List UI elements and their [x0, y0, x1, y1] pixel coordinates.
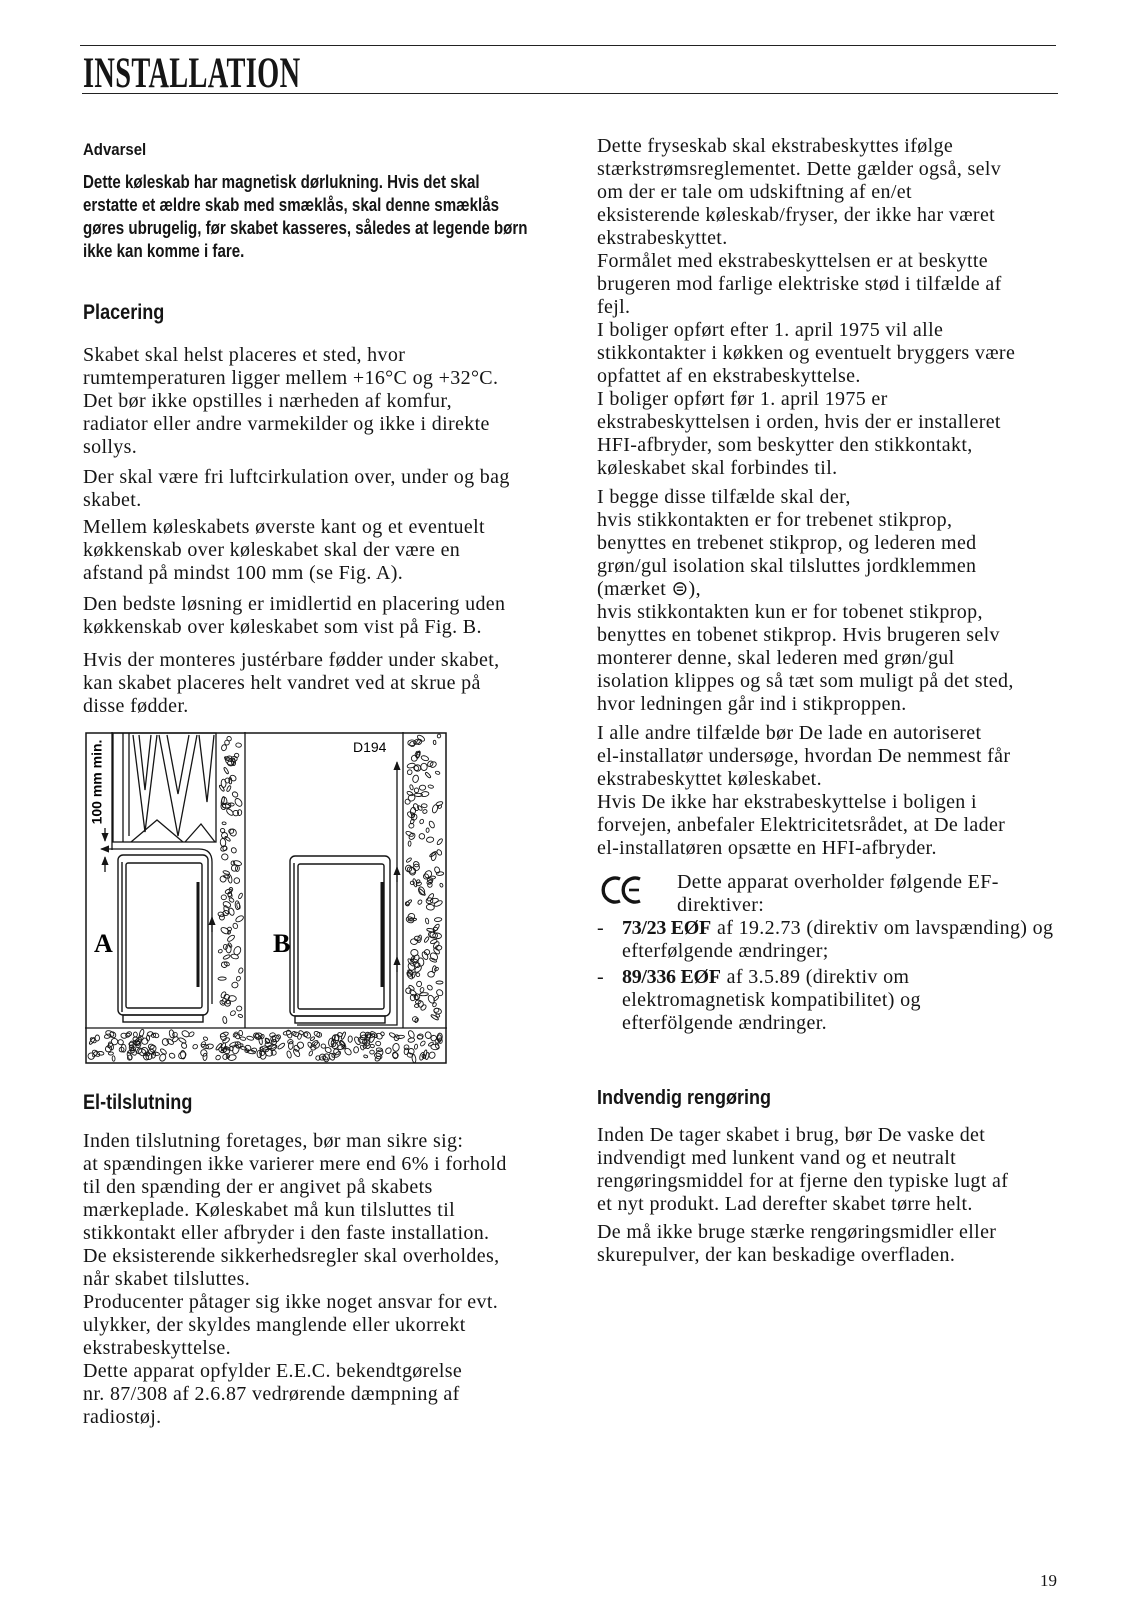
gravel-stone	[283, 1030, 291, 1035]
text-line: el-installatør undersøge, hvordan De nemmest får	[597, 745, 1011, 767]
gravel-stone	[221, 853, 228, 860]
directive-list	[597, 917, 1053, 1035]
text-line: benyttes en tobenet stikprop. Hvis brugeren selv	[597, 624, 1000, 646]
gravel-stone	[426, 828, 429, 833]
gravel-stone	[235, 901, 240, 910]
gravel-stone	[411, 1054, 416, 1063]
text-line: (mærket ⊜),	[597, 578, 701, 600]
gravel-stone	[277, 1042, 286, 1050]
protection-paragraph	[597, 486, 1014, 716]
gravel-stone	[422, 809, 427, 814]
gravel-stone	[413, 765, 420, 772]
gravel-stone	[434, 917, 442, 922]
electrical-heading: El-tilslutning	[83, 1091, 193, 1114]
text-line: rumtemperaturen ligger mellem +16°C og +32°C.	[83, 367, 499, 389]
gravel-stone	[428, 785, 434, 789]
gravel-stone	[405, 830, 414, 837]
gravel-stone	[437, 734, 441, 739]
gravel-stone	[288, 1041, 293, 1049]
gravel-stone	[234, 1033, 241, 1040]
gravel-stone	[433, 740, 436, 744]
gravel-stone	[428, 1051, 436, 1059]
gravel-stone	[408, 1038, 415, 1043]
gravel-stone	[426, 837, 434, 843]
text-line: Hvis De ikke har ekstrabeskyttelse i boligen i	[597, 791, 977, 813]
fridge-b	[290, 856, 390, 1023]
text-line: til den spænding der er angivet på skabets	[83, 1176, 433, 1198]
text-line: disse fødder.	[83, 695, 189, 717]
gravel-stone	[234, 753, 239, 758]
gravel-stone	[396, 1035, 404, 1039]
gravel-stone	[412, 775, 419, 784]
text-line: elektromagnetisk kompatibilitet) og	[622, 989, 921, 1011]
gravel-stone	[222, 1016, 227, 1024]
gravel-stone	[238, 1030, 243, 1036]
gravel-stone	[308, 1050, 313, 1056]
fridge-a	[118, 855, 208, 1022]
gravel-stone	[412, 954, 420, 963]
text-line: direktiver:	[677, 894, 765, 916]
cleaning-heading: Indvendig rengøring	[597, 1087, 772, 1109]
gravel-stone	[420, 987, 425, 993]
gravel-stone	[370, 1050, 375, 1054]
text-line: radiostøj.	[83, 1406, 162, 1428]
placement-paragraph	[83, 649, 499, 718]
text-line: I boliger opført efter 1. april 1975 vil alle	[597, 319, 944, 341]
text-line: mærkeplade. Køleskabet må kun tilsluttes til	[83, 1199, 456, 1221]
placement-paragraph	[83, 344, 498, 459]
gravel-stone	[192, 1044, 198, 1050]
header-rule-top	[80, 45, 1056, 46]
protection-paragraph	[597, 722, 1010, 860]
text-line: afstand på mindst 100 mm (se Fig. A).	[83, 562, 404, 584]
gravel-stone	[410, 754, 418, 762]
header-rule-bottom	[82, 93, 1058, 94]
gravel-stone	[407, 769, 413, 775]
warning-text	[83, 171, 528, 263]
text-line: sollys.	[83, 436, 138, 458]
gravel-stone	[410, 939, 417, 945]
cleaning-paragraph	[597, 1124, 1008, 1216]
text-line: ekstrabeskyttet køleskabet.	[597, 768, 822, 790]
gravel-stone	[426, 904, 435, 911]
page-number: 19	[1040, 1571, 1057, 1590]
gravel-stone	[384, 1047, 392, 1055]
text-line: stærkstrømsreglementet. Dette gælder også, selv	[597, 158, 1002, 180]
warning-heading: Advarsel	[83, 140, 147, 159]
text-line: De må ikke bruge stærke rengøringsmidler eller	[597, 1221, 997, 1243]
gravel-stone	[237, 810, 242, 816]
text-line: indvendigt med lunkent vand og et neutralt	[597, 1147, 957, 1169]
gravel-stone	[307, 1041, 313, 1048]
gravel-stone	[417, 899, 423, 905]
directive-text: af 3.5.89 (direktiv om	[726, 966, 910, 988]
gravel-stone	[89, 1037, 97, 1044]
gravel-stone	[203, 1053, 208, 1061]
gravel-stone	[409, 989, 418, 998]
text-line: køkkenskab over køleskabet som vist på Fig. B.	[83, 616, 482, 638]
gravel-stone	[436, 981, 443, 984]
text-line: ekstrabeskyttet.	[597, 227, 728, 249]
directive-code: 89/336 EØF	[622, 966, 721, 988]
gravel-stone	[238, 893, 243, 900]
directive-code: 73/23 EØF	[622, 917, 711, 939]
text-line: eksisterende køleskab/fryser, der ikke har været	[597, 204, 996, 226]
text-line: stikkontakt eller afbryder i den faste installation.	[83, 1222, 490, 1244]
gravel-stone	[431, 804, 438, 813]
text-line: I alle andre tilfælde bør De lade en autoriseret	[597, 722, 982, 744]
gravel-stone	[168, 1052, 175, 1059]
gravel-stone	[169, 1029, 175, 1038]
gravel-stone	[414, 1044, 418, 1049]
gravel-stone	[223, 954, 231, 960]
text-line: hvor ledningen går ind i stikproppen.	[597, 693, 907, 715]
text-line: køleskabet skal forbindes til.	[597, 457, 838, 479]
text-line: nr. 87/308 af 2.6.87 vedrørende dæmpning af	[83, 1383, 460, 1405]
directive-item	[597, 917, 1053, 963]
ce-statement	[677, 871, 999, 917]
gravel-stone	[424, 936, 430, 943]
gravel-stone	[246, 1036, 254, 1041]
gravel-stone	[232, 923, 238, 930]
gravel-stone	[293, 1044, 300, 1052]
text-line: Det bør ikke opstilles i nærheden af komfur,	[83, 390, 452, 412]
warning-line: gøres ubrugelig, før skabet kasseres, således at legende børn	[83, 218, 528, 238]
gravel-stone	[416, 734, 425, 742]
text-line: kan skabet placeres helt vandret ved at skrue på	[83, 672, 481, 694]
gravel-stone	[222, 822, 226, 825]
text-line: grøn/gul isolation skal tilsluttes jordklemmen	[597, 555, 977, 577]
gravel-stone	[220, 828, 225, 833]
electrical-paragraph	[83, 1130, 507, 1429]
gravel-stone	[215, 1054, 221, 1060]
gravel-stone	[231, 791, 239, 798]
gravel-stone	[234, 877, 240, 883]
gravel-stone	[436, 849, 443, 856]
gravel-stone	[236, 976, 242, 982]
text-line: Producenter påtager sig ikke noget ansvar for evt.	[83, 1291, 499, 1313]
gravel-stone	[392, 1043, 400, 1052]
gravel-stone	[419, 819, 424, 825]
text-line: I begge disse tilfælde skal der,	[597, 486, 851, 508]
text-line: radiator eller andre varmekilder og ikke i direkte	[83, 413, 490, 435]
gravel-stone	[405, 799, 411, 805]
gravel-stone	[236, 743, 242, 748]
gravel-stone	[236, 1005, 243, 1011]
gravel-stone	[221, 832, 228, 839]
gravel-stone	[151, 1052, 157, 1059]
gravel-stone	[428, 1042, 434, 1047]
text-line: De eksisterende sikkerhedsregler skal overholdes,	[83, 1245, 500, 1267]
text-line: Formålet med ekstrabeskyttelsen er at beskytte	[597, 250, 988, 272]
gravel-stone	[323, 1054, 329, 1062]
text-line: at spændingen ikke varierer mere end 6% i forhold	[83, 1153, 507, 1175]
gravel-stone	[223, 870, 230, 875]
gravel-stone	[417, 886, 426, 896]
gravel-stone	[231, 981, 238, 988]
gravel-stone	[406, 791, 413, 797]
gravel-stone	[230, 847, 237, 854]
text-line: Der skal være fri luftcirkulation over, under og bag	[83, 466, 510, 488]
gravel-stone	[426, 984, 433, 991]
warning-line: Dette køleskab har magnetisk dørlukning. Hvis det skal	[83, 172, 480, 192]
gravel-stone	[224, 740, 229, 745]
figure-ref-code: D194	[353, 739, 387, 755]
gravel-stone	[409, 784, 413, 790]
bullet-dash: -	[597, 966, 605, 988]
gravel-stone	[439, 883, 443, 888]
gravel-stone	[414, 1017, 419, 1023]
directive-first-line	[597, 917, 1053, 940]
gravel-stone	[436, 838, 443, 846]
gravel-stone	[370, 1044, 375, 1048]
gravel-stone	[238, 967, 244, 973]
clearance-label: 100 mm min.	[88, 739, 105, 825]
gravel-stone	[405, 988, 411, 994]
gravel-stone	[428, 971, 435, 977]
directive-item	[597, 966, 1053, 1035]
text-line: et nyt produkt. Lad derefter skabet tørre helt.	[597, 1193, 973, 1215]
text-line: efterfölgende ændringer.	[622, 1012, 827, 1034]
gravel-stone	[257, 1050, 262, 1057]
text-line: Dette apparat overholder følgende EF-	[677, 871, 999, 893]
gravel-stone	[425, 918, 429, 924]
gravel-stone	[133, 1032, 137, 1037]
placement-paragraph	[83, 593, 505, 639]
text-line: efterfølgende ændringer;	[622, 940, 829, 962]
gravel-stone	[406, 857, 412, 863]
text-line: brugeren mod farlige elektriske stød i tilfælde af	[597, 273, 1002, 295]
text-line: hvis stikkontakten kun er for tobenet stikprop,	[597, 601, 983, 623]
text-line: I boliger opført før 1. april 1975 er	[597, 388, 888, 410]
ce-mark-c	[603, 878, 620, 902]
gravel-stone	[418, 833, 425, 840]
text-line: skurepulver, der kan beskadige overfladen.	[597, 1244, 956, 1266]
gravel-stone	[271, 1050, 276, 1055]
text-line: ekstrabeskyttelse.	[83, 1337, 231, 1359]
gravel-stone	[425, 772, 432, 779]
text-line: Inden De tager skabet i brug, bør De vaske det	[597, 1124, 986, 1146]
gravel-stone	[410, 881, 414, 885]
gravel-stone	[421, 951, 429, 960]
warning-line: erstatte et ældre skab med smæklås, skal denne smæklås	[83, 195, 500, 215]
gravel-stone	[203, 1036, 208, 1041]
gravel-stone	[221, 895, 226, 900]
text-line: om der er tale om udskiftning af en/et	[597, 181, 912, 203]
gravel-stone	[238, 1014, 243, 1018]
gravel-stone	[297, 1033, 302, 1039]
directive-text: af 19.2.73 (direktiv om lavspænding) og	[716, 917, 1054, 939]
gravel-stone	[420, 763, 427, 771]
placement-paragraph	[83, 516, 485, 585]
text-line: Dette apparat opfylder E.E.C. bekendtgørelse	[83, 1360, 463, 1382]
text-line: opfattet af en ekstrabeskyttelse.	[597, 365, 861, 387]
gravel-stone	[228, 907, 235, 916]
gravel-stone	[315, 1055, 321, 1061]
kitchen-cabinet	[112, 732, 216, 850]
cleaning-paragraph	[597, 1221, 996, 1267]
gravel-stone	[414, 788, 419, 793]
text-line: Skabet skal helst placeres et sted, hvor	[83, 344, 406, 366]
gravel-stone	[178, 1037, 187, 1044]
gravel-stone	[419, 785, 426, 790]
warning-line: ikke kan komme i fare.	[83, 241, 245, 261]
gravel-stone	[433, 947, 441, 955]
text-line: benyttes en trebenet stikprop, og lederen med	[597, 532, 977, 554]
gravel-stone	[240, 1036, 246, 1040]
gravel-stone	[226, 934, 235, 942]
gravel-stone	[172, 1036, 180, 1043]
figure-label-b: B	[273, 929, 291, 958]
figure-frame	[86, 733, 446, 1063]
gravel-stone	[107, 1042, 114, 1048]
gravel-stone	[421, 755, 430, 762]
text-line: Hvis der monteres justérbare fødder under skabet,	[83, 649, 500, 671]
gravel-stone	[235, 915, 245, 923]
gravel-stone	[348, 1036, 352, 1043]
gravel-stone	[218, 949, 223, 954]
text-line: Mellem køleskabets øverste kant og et eventuelt	[83, 516, 485, 538]
text-line: isolation klippes og så tæt som muligt på det sted,	[597, 670, 1014, 692]
gravel-stone	[219, 875, 226, 882]
gravel-stone	[375, 1041, 381, 1046]
directive-continuation	[622, 989, 1053, 1035]
directive-continuation	[622, 940, 1053, 963]
gravel-stone	[433, 900, 443, 908]
text-line: stikkontakter i køkken og eventuelt bryggers være	[597, 342, 1016, 364]
gravel-stone	[428, 820, 435, 828]
text-line: rengøringsmiddel for at fjerne den typiske lugt af	[597, 1170, 1009, 1192]
gravel-stone	[234, 797, 244, 807]
text-line: monterer denne, skal lederen med grøn/gul	[597, 647, 955, 669]
placement-paragraph	[83, 466, 510, 512]
gravel-stone	[147, 1031, 154, 1037]
gravel-stone	[229, 1010, 236, 1017]
gravel-stone	[148, 1044, 154, 1049]
text-line: ekstrabeskyttelsen i orden, hvis der er installeret	[597, 411, 1001, 433]
gravel-stone	[420, 992, 429, 995]
gravel-stone	[353, 1047, 358, 1054]
gravel-stone	[232, 1031, 238, 1038]
directive-first-line	[597, 966, 1053, 989]
gravel-stone	[405, 901, 411, 907]
text-line: hvis stikkontakten er for trebenet stikprop,	[597, 509, 953, 531]
page-title: INSTALLATION	[83, 50, 301, 97]
gravel-stone	[435, 771, 440, 775]
text-line: Dette fryseskab skal ekstrabeskyttes ifølge	[597, 135, 954, 157]
gravel-stone	[188, 1031, 195, 1037]
gravel-stone	[433, 995, 439, 1001]
text-line: ulykker, der skyldes manglende eller ukorrekt	[83, 1314, 466, 1336]
gravel-stone	[226, 785, 231, 792]
gravel-stone	[433, 927, 437, 930]
gravel-stone	[408, 841, 411, 846]
gravel-stone	[363, 1055, 368, 1059]
gravel-stone	[223, 767, 229, 775]
text-line: fejl.	[597, 296, 631, 318]
gravel-stone	[416, 981, 422, 987]
text-line: Inden tilslutning foretages, bør man sikre sig:	[83, 1130, 464, 1152]
figure-label-a: A	[94, 929, 113, 958]
gravel-stone	[435, 988, 444, 997]
text-line: HFI-afbryder, som beskytter den stikkontakt,	[597, 434, 973, 456]
text-line: forvejen, anbefaler Elektricitetsrådet, at De lader	[597, 814, 1006, 836]
gravel-stone	[416, 973, 420, 977]
ce-mark-logo	[596, 873, 642, 907]
gravel-stone	[286, 1051, 292, 1059]
bullet-dash: -	[597, 917, 605, 939]
gravel-stone	[421, 803, 427, 808]
text-line: køkkenskab over køleskabet skal der være en	[83, 539, 461, 561]
gravel-stone	[112, 1056, 115, 1062]
protection-paragraph	[597, 135, 1015, 480]
placement-figure	[85, 732, 447, 1064]
text-line: el-installatøren opsætte en HFI-afbryder.	[597, 837, 937, 859]
text-line: når skabet tilsluttes.	[83, 1268, 251, 1290]
text-line: skabet.	[83, 489, 142, 511]
gravel-stone	[219, 785, 225, 792]
gravel-stone	[420, 1040, 426, 1047]
gravel-stone	[160, 1048, 168, 1055]
gravel-stone	[426, 893, 434, 902]
gravel-stone	[218, 977, 226, 980]
gravel-stone	[434, 866, 441, 874]
text-line: Den bedste løsning er imidlertid en placering uden	[83, 593, 506, 615]
placement-heading: Placering	[83, 301, 165, 324]
